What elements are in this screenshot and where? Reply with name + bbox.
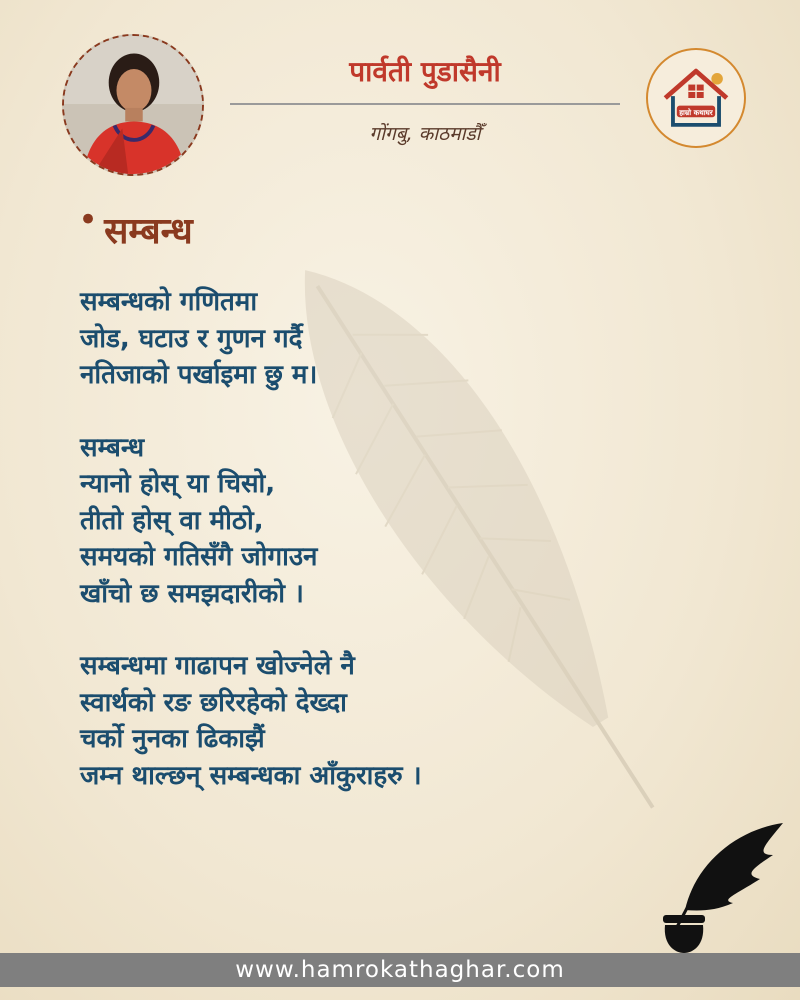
poem-body: [80, 284, 620, 830]
poem-line: सम्बन्धको गणितमा: [80, 287, 258, 317]
poem-title: सम्बन्ध: [104, 211, 193, 252]
poem-line: जम्न थाल्छन् सम्बन्धका आँकुराहरु ।: [80, 760, 422, 791]
poem-line: सम्बन्ध: [80, 432, 145, 463]
stanza-2: [80, 430, 620, 613]
poem-line: न्यानो होस् या चिसो,: [80, 469, 276, 499]
stanza-3: [80, 648, 620, 794]
author-name: पार्वती पुडासैनी: [349, 55, 501, 88]
poem-line: सम्बन्धमा गाढापन खोज्नेले नै: [80, 651, 355, 681]
author-photo: [62, 34, 204, 176]
poem-line: नतिजाको पर्खाइमा छु म।: [80, 360, 318, 390]
poem-line: जोड, घटाउ र गुणन गर्दै: [80, 323, 303, 354]
poem-line: चर्को नुनका ढिकाझैं: [80, 724, 265, 754]
website-footer[interactable]: www.hamrokathaghar.com: [0, 953, 800, 987]
poem-title-block: [78, 200, 193, 254]
svg-text:हाम्रो कथाघर: हाम्रो कथाघर: [679, 107, 713, 117]
author-place: गोंगबु, काठमाडौँ: [369, 123, 481, 145]
poem-line: स्वार्थको रङ छरिरहेको देख्दा: [80, 687, 347, 718]
quill-inkpot-icon: [655, 815, 790, 955]
stanza-1: [80, 284, 620, 394]
header-divider: [230, 103, 620, 105]
title-bullet: •: [78, 200, 99, 240]
poem-line: खाँचो छ समझदारीको ।: [80, 578, 304, 609]
house-logo-icon: [646, 48, 746, 148]
poem-line: तीतो होस् वा मीठो,: [80, 505, 264, 536]
poem-line: समयको गतिसँगै जोगाउन: [80, 542, 318, 572]
